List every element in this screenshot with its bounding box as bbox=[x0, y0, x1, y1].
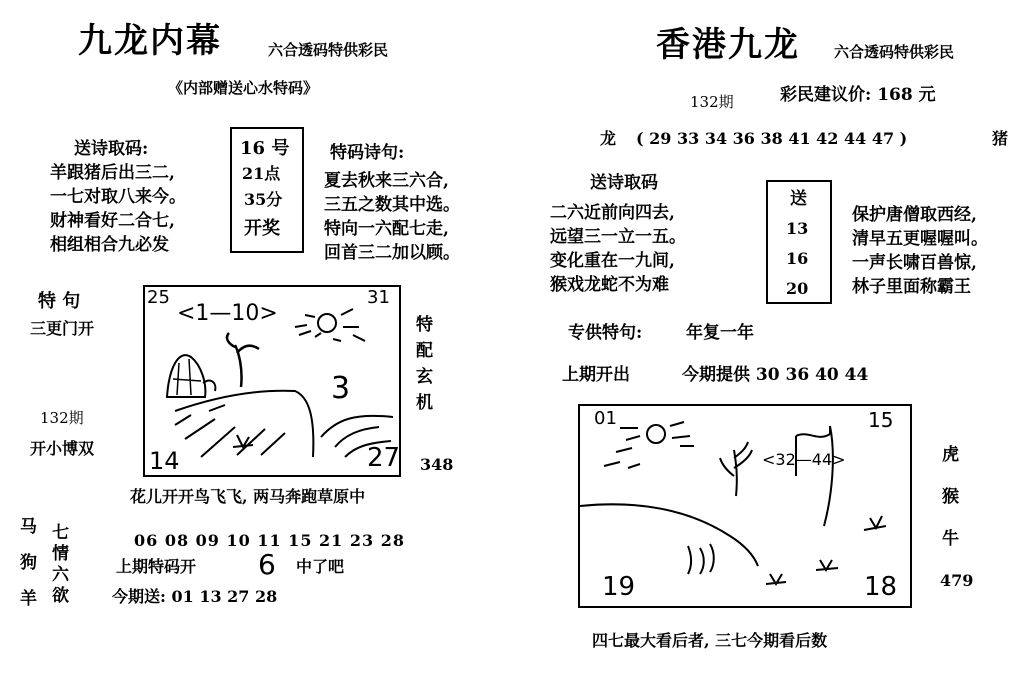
special-poem bbox=[324, 172, 460, 268]
right-poem-right-3: 一声长啸百兽惊, bbox=[852, 253, 977, 273]
vertical-note-1: 特 bbox=[416, 315, 433, 335]
left-picture-27: 27 bbox=[367, 443, 401, 473]
right-picture-frame bbox=[578, 404, 912, 608]
left-picture-25: 25 bbox=[147, 287, 170, 308]
right-title: 香港九龙 bbox=[656, 25, 800, 65]
left-picture-14: 14 bbox=[149, 447, 180, 475]
right-grass bbox=[688, 544, 714, 574]
dragon-numbers: ( 29 33 34 36 38 41 42 44 47 ) bbox=[636, 129, 908, 148]
right-price: 彩民建议价: 168 元 bbox=[780, 85, 936, 105]
right-edge-curve bbox=[824, 426, 833, 526]
left-banner: 《内部赠送心水特码》 bbox=[168, 79, 319, 97]
right-send-16: 16 bbox=[786, 249, 809, 268]
last-special-suffix: 中了吧 bbox=[296, 557, 345, 576]
right-picture-range: <32—44> bbox=[762, 450, 846, 469]
left-issue: 132期 bbox=[40, 409, 84, 427]
right-poem-label: 送诗取码 bbox=[590, 173, 658, 193]
emotion-1: 七 bbox=[52, 523, 69, 543]
special-poem-label: 特码诗句: bbox=[330, 143, 405, 163]
right-provide: 今期提供 30 36 40 44 bbox=[682, 365, 869, 385]
left-poem-line-2: 一七对取八来今。 bbox=[50, 187, 186, 207]
right-poem-left-3: 变化重在一九间, bbox=[550, 251, 675, 271]
right-issue: 132期 bbox=[690, 93, 734, 111]
right-poem-left bbox=[550, 204, 686, 300]
emotion-3: 六 bbox=[52, 565, 69, 585]
left-poem bbox=[50, 164, 186, 260]
animal-goat: 羊 bbox=[20, 589, 37, 609]
vertical-note-4: 机 bbox=[416, 393, 433, 413]
animal-monkey: 猴 bbox=[942, 487, 959, 507]
right-send-13: 13 bbox=[786, 219, 809, 238]
special-phrase: 三更门开 bbox=[30, 319, 95, 338]
animal-dog: 狗 bbox=[20, 553, 37, 573]
right-poem-right-1: 保护唐僧取西经, bbox=[852, 205, 977, 225]
right-clouds bbox=[604, 462, 640, 468]
pig-label: 猪 bbox=[992, 129, 1009, 148]
right-picture-01: 01 bbox=[594, 408, 617, 429]
small-big: 开小博双 bbox=[30, 439, 95, 458]
left-subtitle: 六合透码特供彩民 bbox=[268, 41, 389, 59]
special-poem-line-1: 夏去秋来三六合, bbox=[324, 171, 449, 191]
right-poem-right-2: 清早五更喔喔叫。 bbox=[852, 229, 988, 249]
left-picture-31: 31 bbox=[367, 287, 390, 308]
right-last-label: 上期开出 bbox=[562, 365, 630, 385]
right-sun-rays bbox=[616, 422, 694, 452]
emotion-list bbox=[52, 524, 69, 608]
vertical-note-2: 配 bbox=[416, 341, 433, 361]
bird-3 bbox=[864, 516, 886, 530]
right-send-label: 送 bbox=[790, 189, 807, 209]
emotion-2: 情 bbox=[52, 544, 69, 564]
right-poem-left-4: 猴戏龙蛇不为难 bbox=[550, 275, 669, 295]
number-348: 348 bbox=[420, 455, 454, 474]
sun-shape bbox=[318, 314, 336, 332]
bird-2 bbox=[816, 560, 838, 570]
today-send: 今期送: 01 13 27 28 bbox=[112, 587, 278, 606]
draw-number: 16 号 bbox=[240, 138, 290, 159]
dragon-label: 龙 bbox=[600, 129, 617, 148]
animal-horse: 马 bbox=[20, 517, 37, 537]
rock-shape bbox=[167, 355, 205, 397]
right-poem-right-4: 林子里面称霸王 bbox=[852, 277, 971, 297]
left-poem-line-1: 羊跟猪后出三二, bbox=[50, 163, 175, 183]
left-picture-3: 3 bbox=[331, 371, 351, 406]
left-poem-line-4: 相组相合九必发 bbox=[50, 235, 169, 255]
emotion-4: 欲 bbox=[52, 586, 69, 606]
last-special-value: 6 bbox=[258, 548, 276, 581]
right-picture-15: 15 bbox=[868, 408, 894, 432]
right-special-value: 年复一年 bbox=[686, 323, 754, 343]
special-poem-line-3: 特向一六配七走, bbox=[324, 219, 449, 239]
grass-strokes bbox=[175, 405, 285, 457]
tree-shape bbox=[227, 333, 259, 387]
left-poem-line-3: 财神看好二合七, bbox=[50, 211, 175, 231]
right-send-box bbox=[766, 180, 832, 304]
right-poem-right bbox=[852, 206, 988, 302]
draw-time-box bbox=[230, 127, 304, 253]
right-hill bbox=[580, 504, 758, 566]
special-phrase-label: 特 句 bbox=[38, 291, 81, 312]
left-title: 九龙内幕 bbox=[78, 21, 222, 61]
animal-tiger: 虎 bbox=[942, 445, 959, 465]
right-poem-left-1: 二六近前向四去, bbox=[550, 203, 675, 223]
right-tree bbox=[720, 442, 752, 496]
left-number-list: 06 08 09 10 11 15 21 23 28 bbox=[134, 531, 405, 550]
right-special-label: 专供特句: bbox=[568, 323, 643, 343]
draw-hour: 21点 bbox=[242, 164, 281, 183]
right-picture-18: 18 bbox=[864, 572, 898, 602]
right-animal-list bbox=[942, 446, 959, 572]
draw-award: 开奖 bbox=[244, 218, 280, 239]
draw-minute: 35分 bbox=[244, 190, 283, 209]
right-subtitle: 六合透码特供彩民 bbox=[834, 43, 955, 61]
animal-list bbox=[20, 518, 37, 626]
animal-ox: 牛 bbox=[942, 529, 959, 549]
right-picture-19: 19 bbox=[602, 572, 636, 602]
vertical-note bbox=[416, 316, 433, 420]
left-poem-label: 送诗取码: bbox=[74, 139, 149, 159]
right-sun-shape bbox=[647, 425, 665, 443]
bird-1 bbox=[766, 574, 786, 584]
left-picture-frame bbox=[143, 285, 401, 477]
right-poem-left-2: 远望三一立一五。 bbox=[550, 227, 686, 247]
last-special-label: 上期特码开 bbox=[116, 557, 197, 576]
special-poem-line-4: 回首三二加以顾。 bbox=[324, 243, 460, 263]
left-caption: 花儿开开鸟飞飞, 两马奔跑草原中 bbox=[130, 487, 366, 506]
number-479: 479 bbox=[940, 571, 974, 590]
right-send-20: 20 bbox=[786, 279, 809, 298]
vertical-note-3: 玄 bbox=[416, 367, 433, 387]
special-poem-line-2: 三五之数其中选。 bbox=[324, 195, 460, 215]
bird-mark bbox=[233, 435, 253, 447]
right-caption: 四七最大看后者, 三七今期看后数 bbox=[592, 631, 828, 650]
left-picture-range: <1—10> bbox=[177, 301, 278, 326]
